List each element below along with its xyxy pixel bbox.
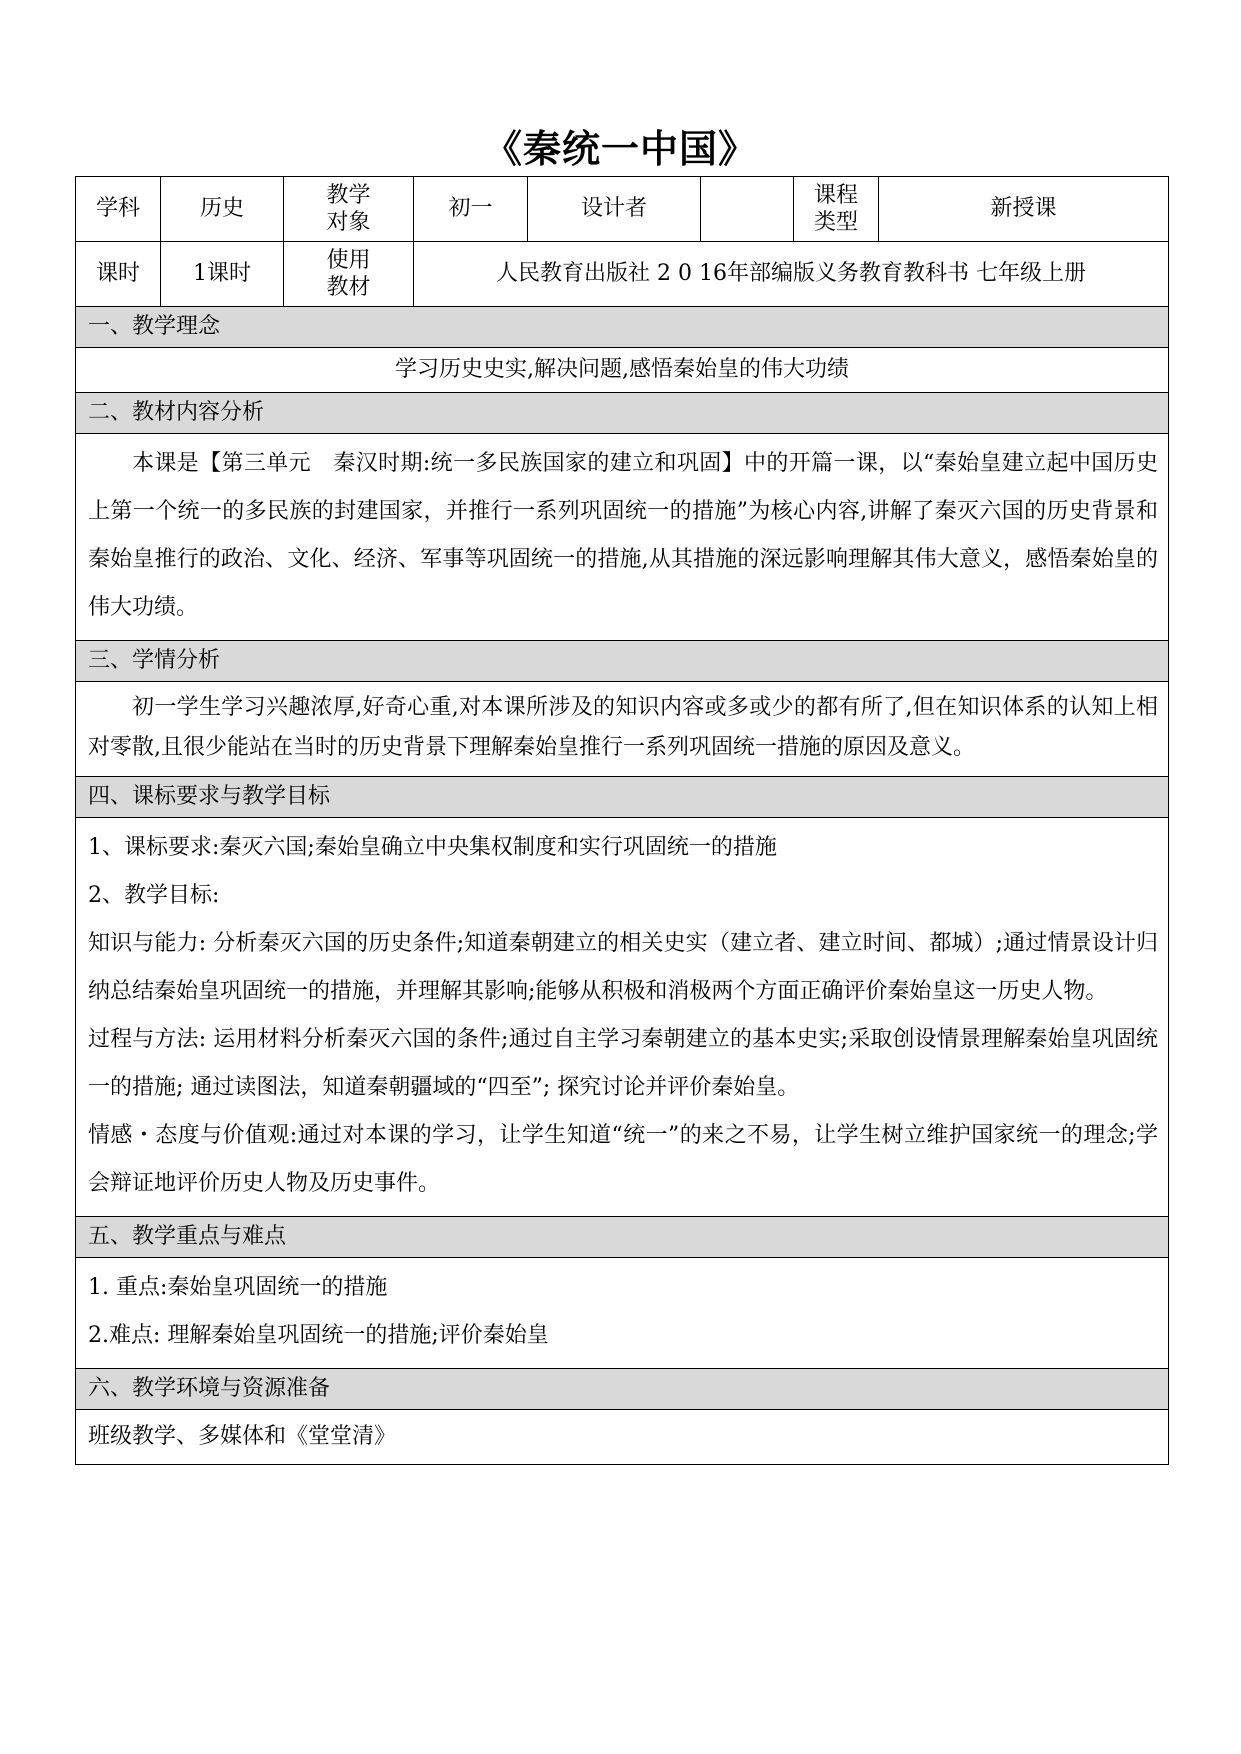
designer-label: 设计者 — [528, 177, 701, 242]
audience-label: 教学对象 — [284, 177, 414, 242]
course-type-value: 新授课 — [879, 177, 1169, 242]
hours-label: 课时 — [76, 242, 161, 307]
objective-process: 过程与方法: 运用材料分析秦灭六国的条件;通过自主学习秦朝建立的基本史实;采取创设情景理解秦始皇巩固统一的措施; 通过读图法，知道秦朝疆域的“四至”; 探究讨论并评价秦始皇。 — [88, 1027, 1158, 1100]
section-1-header: 一、教学理念 — [76, 307, 1169, 348]
textbook-value: 人民教育出版社 2 0 16年部编版义务教育教科书 七年级上册 — [414, 242, 1169, 307]
audience-value: 初一 — [414, 177, 528, 242]
document-title: 《秦统一中国》 — [483, 127, 757, 171]
designer-value — [701, 177, 794, 242]
curriculum-requirement: 1、课标要求:秦灭六国;秦始皇确立中央集权制度和实行巩固统一的措施 — [88, 835, 777, 860]
course-type-label: 课程类型 — [794, 177, 879, 242]
objective-knowledge: 知识与能力: 分析秦灭六国的历史条件;知道秦朝建立的相关史实（建立者、建立时间、都城）;通过情景设计归纳总结秦始皇巩固统一的措施，并理解其影响;能够从积极和消极两个方面正确评价秦始皇这一历史人物。 — [88, 931, 1158, 1004]
hours-value: 1课时 — [161, 242, 284, 307]
key-point: 1. 重点:秦始皇巩固统一的措施 — [88, 1275, 388, 1300]
section-6-header: 六、教学环境与资源准备 — [76, 1369, 1169, 1410]
section-2-header: 二、教材内容分析 — [76, 393, 1169, 434]
objective-attitude: 情感・态度与价值观:通过对本课的学习，让学生知道“统一”的来之不易，让学生树立维护国家统一的理念;学会辩证地评价历史人物及历史事件。 — [88, 1123, 1158, 1196]
info-row-2 — [76, 242, 1169, 307]
textbook-label: 使用教材 — [284, 242, 414, 307]
section-3-text: 初一学生学习兴趣浓厚,好奇心重,对本课所涉及的知识内容或多或少的都有所了,但在知识体系的认知上相对零散,且很少能站在当时的历史背景下理解秦始皇推行一系列巩固统一措施的原因及意义。 — [76, 682, 1169, 777]
lesson-plan-table — [75, 176, 1169, 1465]
section-3-header: 三、学情分析 — [76, 641, 1169, 682]
subject-label: 学科 — [76, 177, 161, 242]
section-4-body — [76, 818, 1169, 1217]
section-4-header: 四、课标要求与教学目标 — [76, 777, 1169, 818]
section-5-body — [76, 1258, 1169, 1369]
subject-value: 历史 — [161, 177, 284, 242]
section-6-text: 班级教学、多媒体和《堂堂清》 — [76, 1410, 1169, 1465]
teaching-objectives-heading: 2、教学目标: — [88, 883, 220, 908]
section-1-text: 学习历史史实,解决问题,感悟秦始皇的伟大功绩 — [76, 348, 1169, 393]
info-row-1 — [76, 177, 1169, 242]
difficult-point: 2.难点: 理解秦始皇巩固统一的措施;评价秦始皇 — [88, 1323, 549, 1348]
section-2-text: 本课是【第三单元 秦汉时期:统一多民族国家的建立和巩固】中的开篇一课，以“秦始皇建立起中国历史上第一个统一的多民族的封建国家，并推行一系列巩固统一的措施”为核心内容,讲解了秦灭六国的历史背景和秦始皇推行的政治、文化、经济、军事等巩固统一的措施,从其措施的深远影响理解其伟大意义，感悟秦始皇的伟大功绩。 — [76, 434, 1169, 641]
section-5-header: 五、教学重点与难点 — [76, 1217, 1169, 1258]
